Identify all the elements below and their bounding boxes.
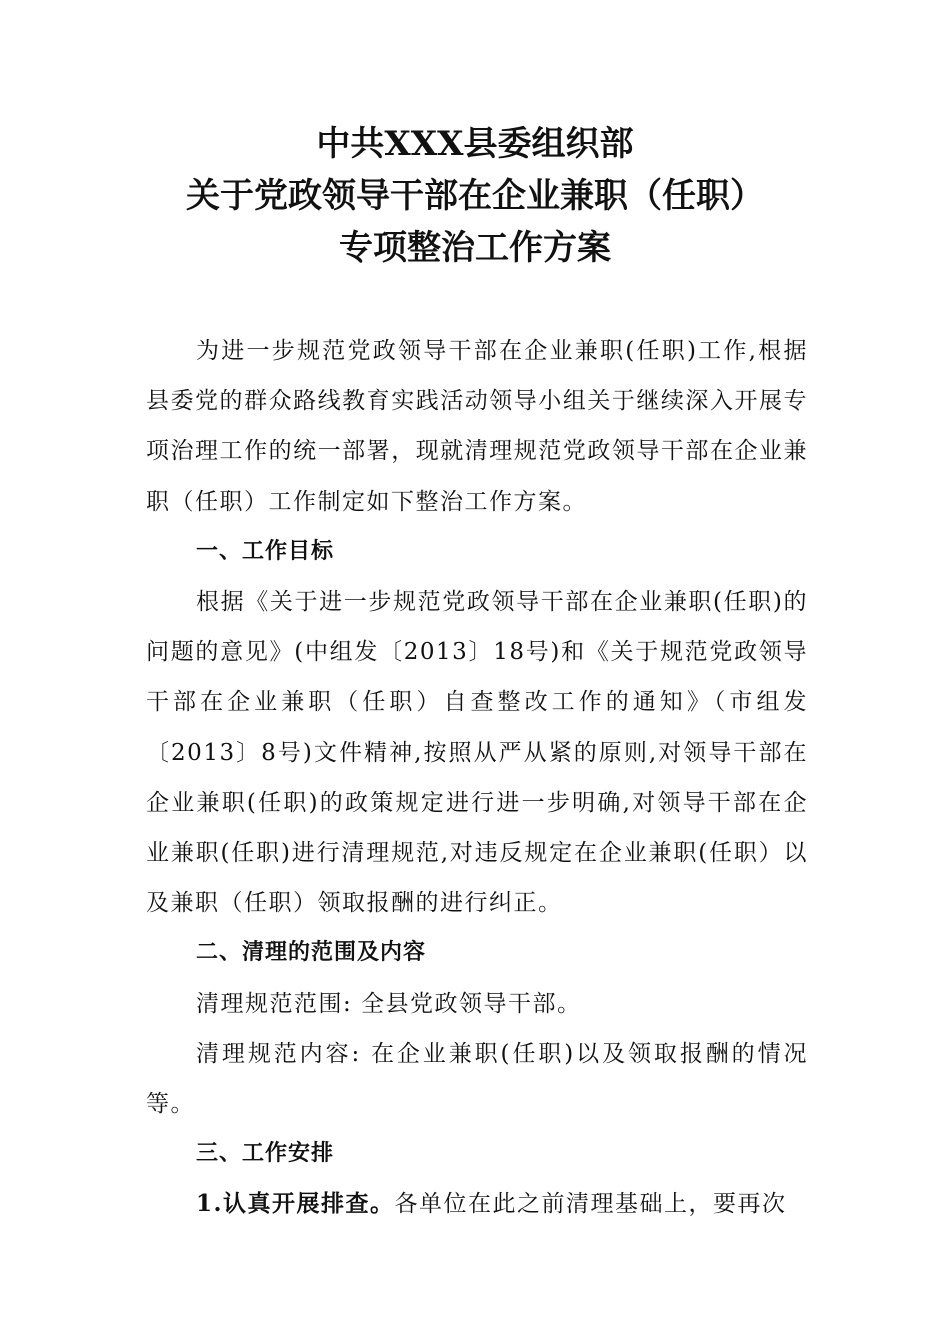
goals-paragraph: 根据《关于进一步规范党政领导干部在企业兼职(任职)的问题的意见》(中组发〔2013〕18号)和《关于规范党政领导干部在企业兼职（任职）自查整改工作的通知》（市组发〔2013〕8号)文件精神,按照从严从紧的原则,对领导干部在企业兼职(任职)的政策规定进行进一步明确,对领导干部在企业兼职(任职)进行清理规范,对违反规定在企业兼职(任职）以及兼职（任职）领取报酬的进行纠正。 bbox=[146, 589, 808, 917]
content-paragraph: 清理规范内容: 在企业兼职(任职)以及领取报酬的情况等。 bbox=[146, 1040, 808, 1118]
section-heading-goals: 一、工作目标 bbox=[196, 538, 335, 564]
section-heading-scope: 二、清理的范围及内容 bbox=[196, 940, 427, 966]
item-1-text: 各单位在此之前清理基础上，要再次 bbox=[394, 1191, 787, 1218]
scope-paragraph: 清理规范范围: 全县党政领导干部。 bbox=[196, 990, 582, 1017]
title-line-1: 中共XXX县委组织部 bbox=[316, 124, 634, 164]
intro-paragraph: 为进一步规范党政领导干部在企业兼职(任职)工作,根据县委党的群众路线教育实践活动领导小组关于继续深入开展专项治理工作的统一部署，现就清理规范党政领导干部在企业兼职（任职）工作制定如下整治工作方案。 bbox=[146, 338, 808, 515]
item-1-lead: 1.认真开展排查。 bbox=[196, 1190, 395, 1218]
section-heading-arrangement: 三、工作安排 bbox=[196, 1141, 335, 1167]
document-title bbox=[0, 118, 950, 274]
title-line-3: 专项整治工作方案 bbox=[339, 228, 611, 268]
document-body bbox=[146, 326, 808, 1230]
arrangement-item-1 bbox=[146, 1179, 808, 1229]
title-line-2: 关于党政领导干部在企业兼职（任职） bbox=[186, 176, 764, 216]
